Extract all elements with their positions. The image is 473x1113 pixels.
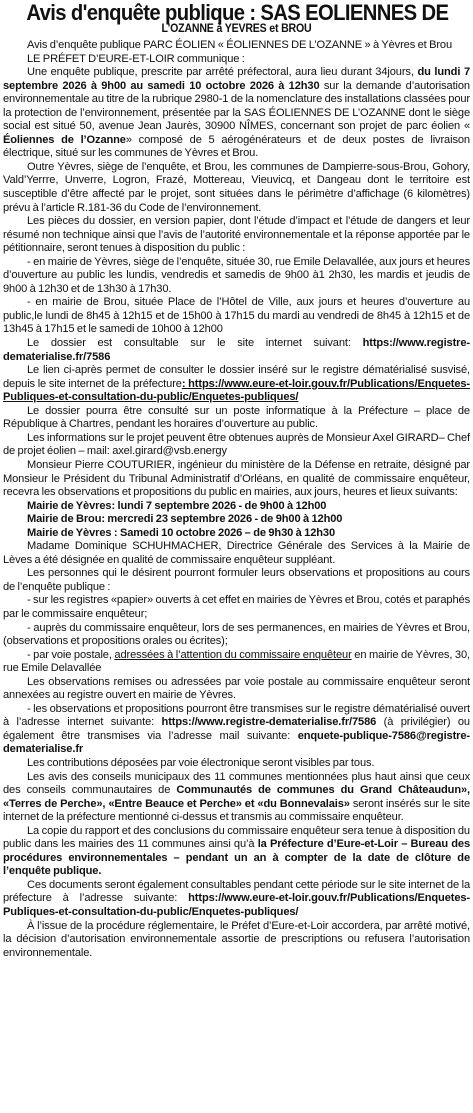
notice-body [3,39,470,960]
paragraph-brou-hours: - en mairie de Brou, située Place de l’Hôtel de Ville, aux jours et heures d’ouverture au public,le lundi de 8h45 à 12h15 et de 15h00 à 17h15 du mardi au vendredi de 8h45 à 12h15 et de 13h45 à 17h15 et le samedi de 10h00 à 12h00 [3,296,470,336]
paragraph-inquiry-dates: Une enquête publique, prescrite par arrêté préfectoral, aura lieu durant 34jours, du lundi 7 septembre 2026 à 9h00 au samedi 10 octobre 2026 à 12h30 sur la demande d’autorisation environnementale au titre de la rubrique 2980-1 de la nomenclature des installations classées pour la protection de l’environnement, présentée par la SAS ÉOLIENNES DE L’OZANNE dont le siège social est situé 50, avenue Jean Jaurès, 30900 NÎMES, concernant son projet de parc éolien « Éoliennes de l’Ozanne» composé de 5 aérogénérateurs et de deux postes de livraison électrique, situé sur les communes de Yèvres et Brou. [3,66,470,160]
paragraph-contact: Les informations sur le projet peuvent être obtenues auprès de Monsieur Axel GIRARD– Chef de projet éolien – mail: axel.girard@vsb.energy [3,431,470,458]
paragraph-observations: Les personnes qui le désirent pourront formuler leurs observations et propositions au cours de l’enquête publique : [3,567,470,593]
registre-link[interactable]: https://www.registre-dematerialise.fr/7586 [3,337,470,363]
title-line-1: Avis d'enquête publique : SAS EOLIENNES DE [26,0,449,25]
paragraph-report: La copie du rapport et des conclusions du commissaire enquêteur sera tenue à disposition du public dans les mairies des 11 communes ainsi qu’à la Préfecture d’Eure-et-Loir – Bureau des procédures environnementales – pendant un an à compter de la date de clôture de l’enquête publique. [3,824,471,878]
paragraph-report-online: Ces documents seront également consultables pendant cette période sur le site internet de la préfecture à l’adresse suivante: https://www.eure-et-loir.gouv.fr/Publications/Enquetes-Publiques-et-consultation-du-public/Enquetes-publiques/ [3,878,470,918]
paragraph-commissioner: Monsieur Pierre COUTURIER, ingénieur du ministère de la Défense en retraite, désigné par Monsieur le Président du Tribunal Administratif d’Orléans, en qualité de commissaire enquêteur, recevra les observations et propositions du public en mairies, aux jours, heures et lieux suivants: [3,458,470,499]
paragraph-postal: - par voie postale, adressées à l’attention du commissaire enquêteur en mairie de Yèvres, 30, rue Emile Delavallée [3,648,470,675]
paragraph-substitute: Madame Dominique SCHUHMACHER, Directrice Générale des Services à la Mairie de Lèves a été désignée en qualité de commissaire enquêteur suppléant. [3,540,470,566]
paragraph-prefecture-link: Le lien ci-après permet de consulter le dossier inséré sur le registre dématérialisé susvisé, depuis le site internet de la préfecture: https://www.eure-et-loir.gouv.fr/Publications/Enquetes-Publiques-et-consultation-du-public/Enquetes-publiques/ [3,364,470,404]
paragraph-computer-access: Le dossier pourra être consulté sur un poste informatique à la Préfecture – place de République à Chartres, pendant les horaires d’ouverture au public. [3,404,470,431]
paragraph-yevres-hours: - en mairie de Yèvres, siège de l’enquête, située 30, rue Emile Delavallée, aux jours et heures d’ouverture au public les lundis, vendredis et samedis de 9h00 à1 2h30, les mardis et jeudis de 9h00 à 12h30 et de 13h30 à 17h30. [3,255,470,295]
notice-page [3,0,470,960]
email-link[interactable]: enquete-publique-7586@registre-dematerialise.fr [3,729,470,756]
notice-title [3,2,470,35]
prefecture-link[interactable]: : https://www.eure-et-loir.gouv.fr/Publications/Enquetes-Publiques-et-consultation-du-public/Enquetes-publiques/ [3,377,470,404]
paragraph-prefect: LE PRÉFET D’EURE-ET-LOIR communique : [27,52,245,65]
paragraph-permanences: - auprès du commissaire enquêteur, lors de ses permanences, en mairies de Yèvres et Brou, (observations et propositions orales ou écrites); [3,621,470,648]
schedule-item: Mairie de Brou: mercredi 23 septembre 2026 - de 9h00 à 12h00 [27,513,343,526]
title-line-2: L'OZANNE à YEVRES et BROU [161,22,312,35]
paragraph-documents: Les pièces du dossier, en version papier, dont l’étude d’impact et l’étude de dangers et leur résumé non technique ainsi que l’avis de l’autorité environnementale et la réponse apportée par le pétitionnaire, seront tenues à disposition du public : [3,215,470,255]
registre-link[interactable]: https://www.registre-dematerialise.fr/7586 [161,716,377,729]
paragraph-decision: À l’issue de la procédure réglementaire, le Préfet d’Eure-et-Loir accordera, par arrêté motivé, la décision d’autorisation environnementale assortie de prescriptions ou refusera l’autorisation environnementale. [3,919,470,959]
paragraph-councils: Les avis des conseils municipaux des 11 communes mentionnées plus haut ainsi que ceux des conseils communautaires de Communautés de communes du Grand Châteaudun», «Terres de Perche», «Entre Beauce et Perche» et «du Bonnevalais» seront insérés sur le site internet de la préfecture mentionné ci-dessus et transmis au commissaire enquêteur. [3,770,471,824]
paragraph-visible: Les contributions déposées par voie électronique seront visibles par tous. [27,756,375,769]
paragraph-communes: Outre Yèvres, siège de l’enquête, et Brou, les communes de Dampierre-sous-Brou, Gohory, Vald’Yerrre, Unverre, Logron, Frazé, Mottereau, Vieuvicq, et Dangeau dont le territoire est susceptible d’être affecté par le projet, sont situées dans le périmètre d’affichage (6 kilomètres) prévu à l’article R.181-36 du Code de l’environnement. [3,160,470,214]
prefecture-link[interactable]: https://www.eure-et-loir.gouv.fr/Publications/Enquetes-Publiques-et-consultation-du-public/Enquetes-publiques/ [3,892,470,918]
schedule-item: Mairie de Yèvres : Samedi 10 octobre 2026 – de 9h30 à 12h30 [27,526,335,539]
paragraph-electronic: - les observations et propositions pourront être transmises sur le registre dématérialisé ouvert à l’adresse internet suivante: https://www.registre-dematerialise.fr/7586 (à privilégier) ou également être transmises via l’adresse mail suivante: enquete-publique-7586@registre-dematerialise.fr [3,702,470,756]
paragraph-online-dossier: Le dossier est consultable sur le site internet suivant: https://www.registre-dematerialise.fr/7586 [3,337,470,363]
project-name: Éoliennes de l’Ozanne [3,133,126,146]
paragraph-postal-annex: Les observations remises ou adressées par voie postale au commissaire enquêteur seront annexées au registre ouvert en mairie de Yèvres. [3,675,470,702]
paragraph-registers: - sur les registres «papier» ouverts à cet effet en mairies de Yèvres et Brou, cotés et paraphés par le commissaire enquêteur; [3,594,470,620]
inquiry-period: du lundi 7 septembre 2026 à 9h00 au samedi 10 octobre 2026 à 12h30 [3,66,470,92]
schedule-item: Mairie de Yèvres: lundi 7 septembre 2026 - de 9h00 à 12h00 [27,499,327,512]
paragraph-intro: Avis d’enquête publique PARC ÉOLIEN « ÉOLIENNES DE L’OZANNE » à Yèvres et Brou [27,39,453,51]
